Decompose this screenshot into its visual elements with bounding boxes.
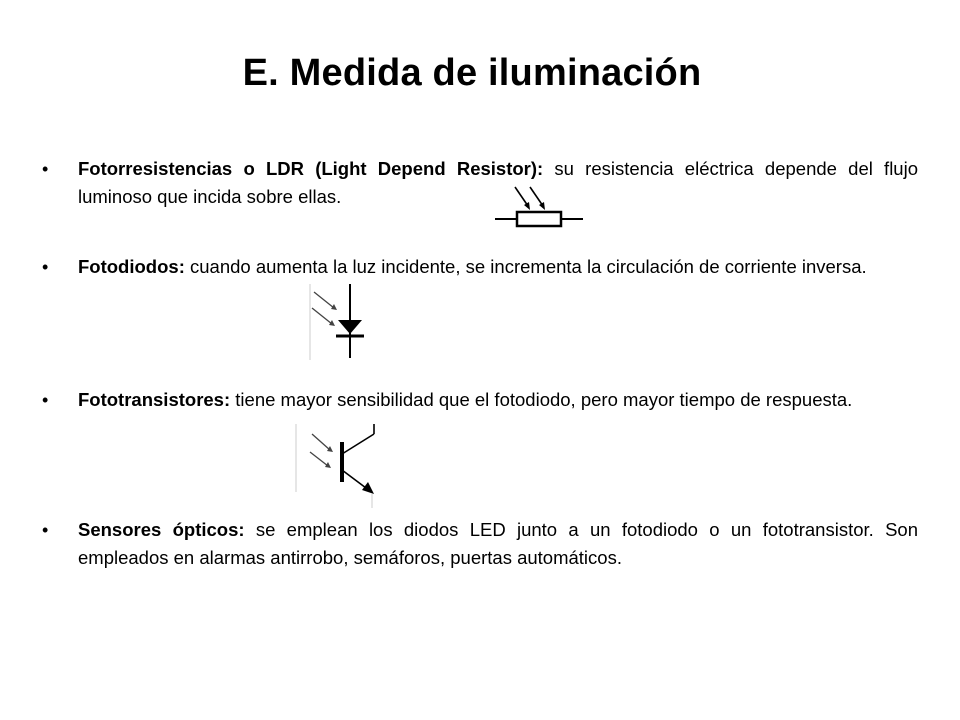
item-lead: Fotorresistencias o LDR (Light Depend Resistor):	[78, 158, 544, 179]
bullet-item-optical-sensors	[42, 516, 918, 572]
item-lead: Sensores ópticos:	[78, 519, 245, 540]
ldr-symbol-icon	[495, 183, 585, 233]
item-text: su resistencia eléctrica depende del flujo luminoso que incida sobre ellas.	[78, 158, 918, 207]
bullet-icon: •	[42, 520, 49, 540]
phototransistor-symbol-icon	[292, 420, 382, 510]
item-lead: Fotodiodos:	[78, 256, 185, 277]
bullet-item-photodiode	[42, 253, 918, 281]
photodiode-symbol-icon	[300, 282, 375, 362]
item-lead: Fototransistores:	[78, 389, 231, 410]
bullet-icon: •	[42, 257, 49, 277]
slide-title: E. Medida de iluminación	[242, 52, 702, 94]
bullet-icon: •	[42, 390, 49, 410]
bullet-icon: •	[42, 159, 49, 179]
item-text: tiene mayor sensibilidad que el fotodiodo, pero mayor tiempo de respuesta.	[230, 389, 853, 410]
bullet-item-phototransistor	[42, 386, 918, 414]
item-text: cuando aumenta la luz incidente, se incrementa la circulación de corriente inversa.	[184, 256, 867, 277]
item-text: se emplean los diodos LED junto a un fotodiodo o un fototransistor. Son empleados en alarmas antirrobo, semáforos, puertas automáticos.	[78, 519, 918, 568]
